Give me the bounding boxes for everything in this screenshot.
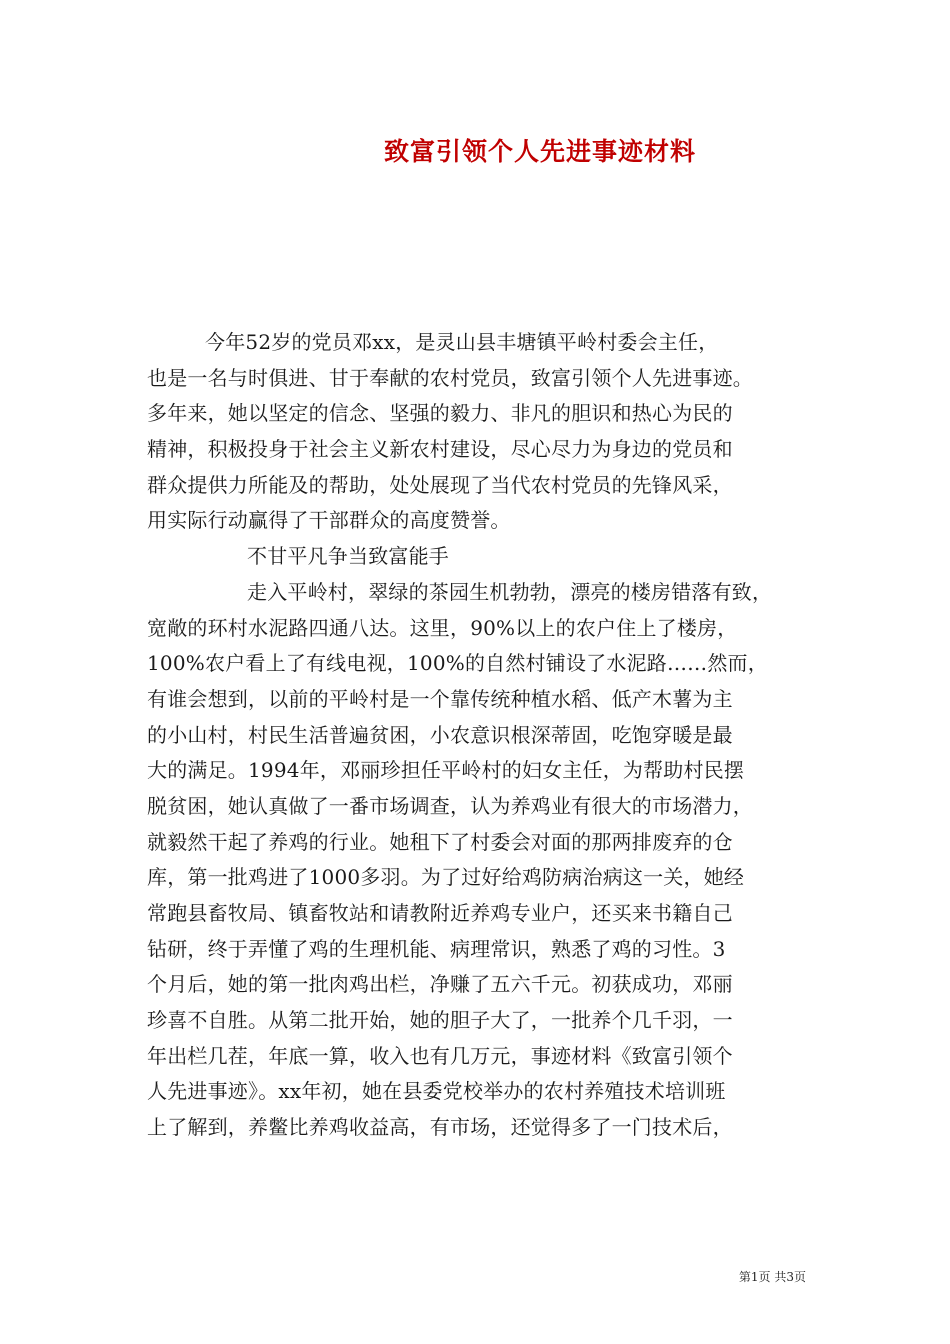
- body-line: 走入平岭村，翠绿的茶园生机勃勃，漂亮的楼房错落有致，: [247, 579, 773, 604]
- body-line: 群众提供力所能及的帮助，处处展现了当代农村党员的先锋风采，: [147, 472, 733, 497]
- body-line: 今年52岁的党员邓xx，是灵山县丰塘镇平岭村委会主任，: [205, 330, 719, 354]
- body-line: 就毅然干起了养鸡的行业。她租下了村委会对面的那两排废弃的仓: [147, 829, 733, 854]
- body-line: 精神，积极投身于社会主义新农村建设，尽心尽力为身边的党员和: [147, 437, 733, 462]
- body-line: 常跑县畜牧局、镇畜牧站和请教附近养鸡专业户，还买来书籍自己: [147, 901, 733, 925]
- body-line: 库，第一批鸡进了1000多羽。为了过好给鸡防病治病这一关，她经: [147, 865, 745, 890]
- body-line: 也是一名与时俱进、甘于奉献的农村党员，致富引领个人先进事迹。: [147, 365, 753, 390]
- body-line: 的小山村，村民生活普遍贫困，小农意识根深蒂固，吃饱穿暖是最: [147, 722, 733, 747]
- body-line: 脱贫困，她认真做了一番市场调查，认为养鸡业有很大的市场潜力，: [147, 793, 753, 818]
- document-body: [147, 325, 807, 1146]
- body-line: 100%农户看上了有线电视，100%的自然村铺设了水泥路……然而，: [147, 651, 768, 676]
- body-line: 钻研，终于弄懂了鸡的生理机能、病理常识，熟悉了鸡的习性。3: [147, 936, 726, 961]
- body-line: 年出栏几茬，年底一算，收入也有几万元，事迹材料《致富引领个: [147, 1043, 733, 1068]
- body-line: 珍喜不自胜。从第二批开始，她的胆子大了，一批养个几千羽，一: [147, 1008, 733, 1033]
- body-line: 人先进事迹》。xx年初，她在县委党校举办的农村养殖技术培训班: [147, 1079, 726, 1104]
- body-line: 用实际行动赢得了干部群众的高度赞誉。: [147, 508, 511, 533]
- body-line: 宽敞的环村水泥路四通八达。这里，90%以上的农户住上了楼房，: [147, 615, 738, 640]
- body-line: 上了解到，养鳖比养鸡收益高，有市场，还觉得多了一门技术后，: [147, 1115, 733, 1140]
- body-line: 大的满足。1994年，邓丽珍担任平岭村的妇女主任，为帮助村民摆: [147, 758, 745, 783]
- body-line: 不甘平凡争当致富能手: [247, 544, 449, 569]
- document-title: 致富引领个人先进事迹材料: [383, 137, 696, 166]
- body-line: 有谁会想到，以前的平岭村是一个靠传统种植水稻、低产木薯为主: [147, 686, 733, 711]
- body-line: 多年来，她以坚定的信念、坚强的毅力、非凡的胆识和热心为民的: [147, 401, 733, 426]
- body-line: 个月后，她的第一批肉鸡出栏，净赚了五六千元。初获成功，邓丽: [147, 972, 733, 997]
- page-footer: 第1页 共3页: [738, 1270, 806, 1284]
